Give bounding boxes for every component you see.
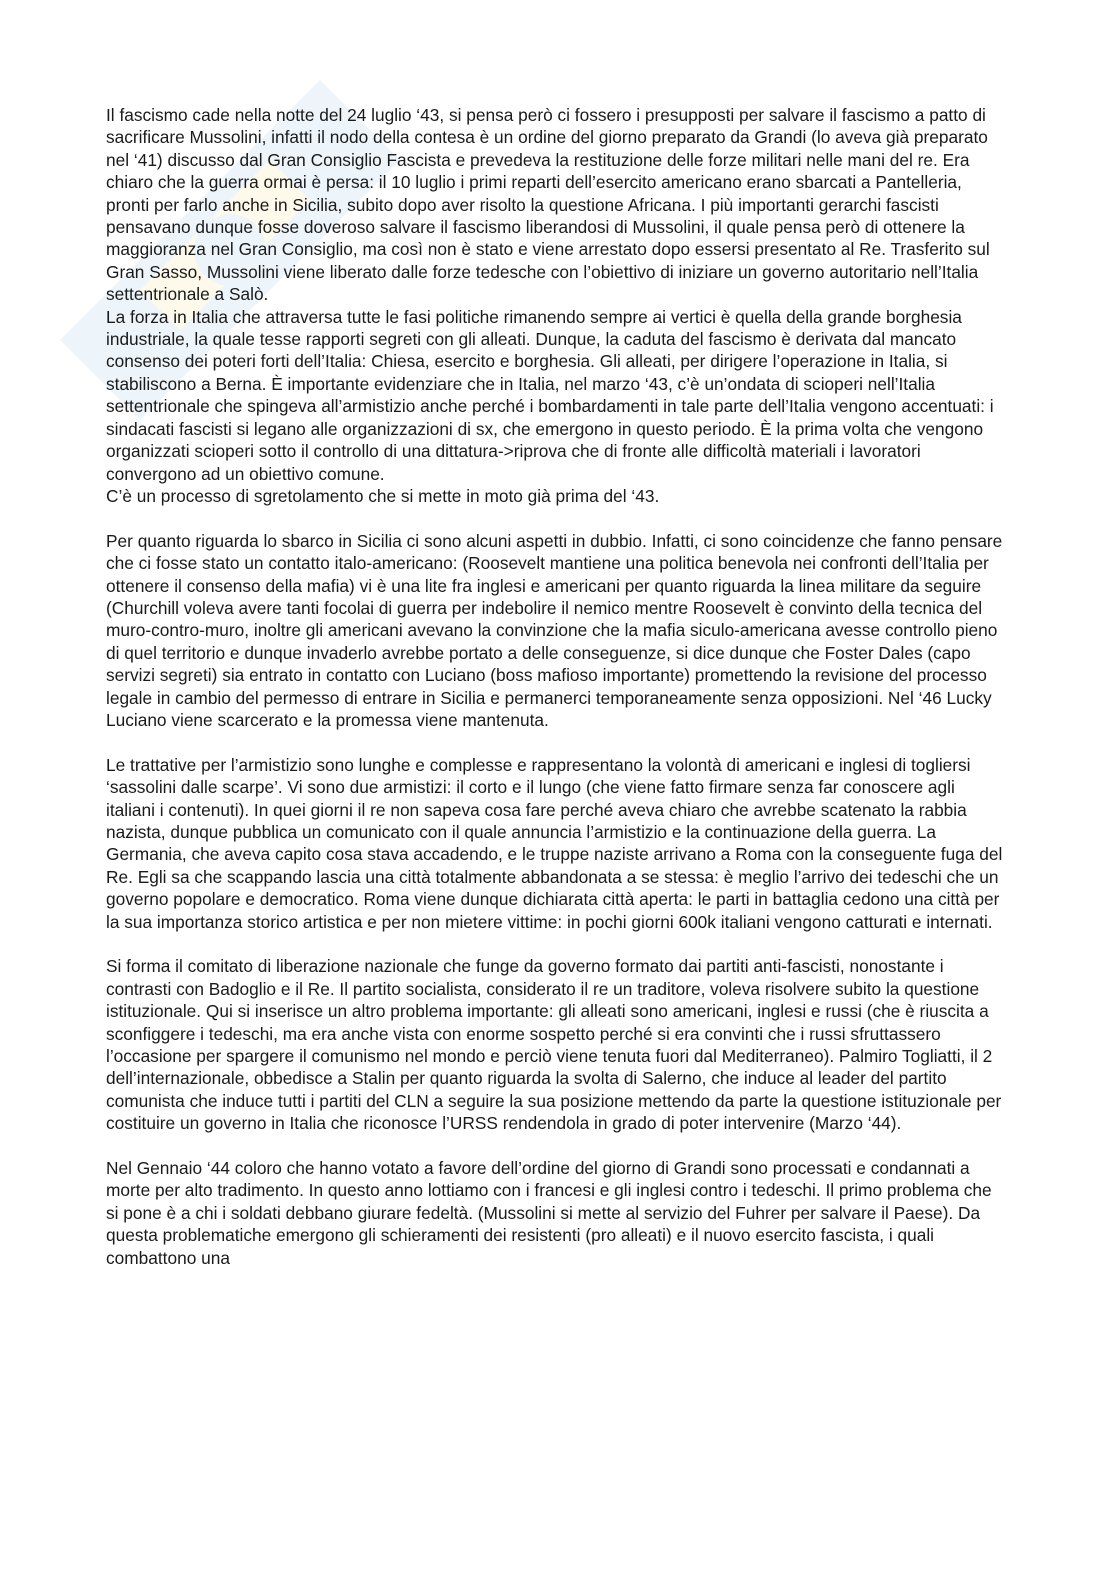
paragraph-1: Il fascismo cade nella notte del 24 luglio ‘43, si pensa però ci fossero i presupposti per salvare il fascismo a patto di sacrificare Mussolini, infatti il nodo della contesa è un ordine del giorno preparato da Grandi (lo aveva già preparato nel ‘41) discusso dal Gran Consiglio Fascista e prevedeva la restituzione delle forze militari nelle mani del re. Era chiaro che la guerra ormai è persa: il 10 luglio i primi reparti dell’esercito americano erano sbarcati a Pantelleria, pronti per farlo anche in Sicilia, subito dopo aver risolto la questione Africana. I più importanti gerarchi fascisti pensavano dunque fosse doveroso salvare il fascismo liberandosi di Mussolini, il quale pensa però di ottenere la maggioranza nel Gran Consiglio, ma così non è stato e viene arrestato dopo essersi presentato al Re. Trasferito sul Gran Sasso, Mussolini viene liberato dalle forze tedesche con l’obiettivo di iniziare un governo autoritario nell’Italia settentrionale a Salò.: [106, 105, 990, 305]
document-body: [106, 104, 1008, 1269]
paragraph-3: C’è un processo di sgretolamento che si mette in moto già prima del ‘43.: [106, 485, 660, 506]
paragraph-6: Si forma il comitato di liberazione nazionale che funge da governo formato dai partiti anti-fascisti, nonostante i contrasti con Badoglio e il Re. Il partito socialista, considerato il re un traditore, voleva risolvere subito la questione istituzionale. Qui si inserisce un altro problema importante: gli alleati sono americani, inglesi e russi (che è riuscita a sconfiggere i tedeschi, ma era anche vista con enorme sospetto perché si era convinti che i russi sfruttassero l’occasione per spargere il comunismo nel mondo e perciò viene tenuta fuori dal Mediterraneo). Palmiro Togliatti, il 2 dell’internazionale, obbedisce a Stalin per quanto riguarda la svolta di Salerno, che induce al leader del partito comunista che induce tutti i partiti del CLN a seguire la sua posizione mettendo da parte la questione istituzionale per costituire un governo in Italia che riconosce l’URSS rendendola in grado di poter intervenire (Marzo ‘44).: [106, 956, 1002, 1134]
paragraph-2: La forza in Italia che attraversa tutte le fasi politiche rimanendo sempre ai vertici è quella della grande borghesia industriale, la quale tesse rapporti segreti con gli alleati. Dunque, la caduta del fascismo è derivata dal mancato consenso dei poteri forti dell’Italia: Chiesa, esercito e borghesia. Gli alleati, per dirigere l’operazione in Italia, si stabiliscono a Berna. È importante evidenziare che in Italia, nel marzo ‘43, c’è un’ondata di scioperi nell’Italia settentrionale che spingeva all’armistizio anche perché i bombardamenti in tale parte dell’Italia vengono accentuati: i sindacati fascisti si legano alle organizzazioni di sx, che emergono in questo periodo. È la prima volta che vengono organizzati scioperi sotto il controllo di una dittatura->riprova che di fronte alle difficoltà materiali i lavoratori convergono ad un obiettivo comune.: [106, 306, 994, 484]
paragraph-5: Le trattative per l’armistizio sono lunghe e complesse e rappresentano la volontà di americani e inglesi di togliersi ‘sassolini dalle scarpe’. Vi sono due armistizi: il corto e il lungo (che viene fatto firmare senza far conoscere agli italiani i contenuti). In quei giorni il re non sapeva cosa fare perché aveva chiaro che avrebbe scatenato la rabbia nazista, dunque pubblica un comunicato con il quale annuncia l’armistizio e la continuazione della guerra. La Germania, che aveva capito cosa stava accadendo, e le truppe naziste arrivano a Roma con la conseguente fuga del Re. Egli sa che scappando lascia una città totalmente abbandonata a se stessa: è meglio l’arrivo dei tedeschi che un governo popolare e democratico. Roma viene dunque dichiarata città aperta: le parti in battaglia cedono una città per la sua importanza storico artistica e per non mietere vittime: in pochi giorni 600k italiani vengono catturati e internati.: [106, 754, 1003, 932]
paragraph-7: Nel Gennaio ‘44 coloro che hanno votato a favore dell’ordine del giorno di Grandi sono processati e condannati a morte per alto tradimento. In questo anno lottiamo con i francesi e gli inglesi contro i tedeschi. Il primo problema che si pone è a chi i soldati debbano giurare fedeltà. (Mussolini si mette al servizio del Fuhrer per salvare il Paese). Da questa problematiche emergono gli schieramenti dei resistenti (pro alleati) e il nuovo esercito fascista, i quali combattono una: [106, 1158, 992, 1268]
paragraph-4: Per quanto riguarda lo sbarco in Sicilia ci sono alcuni aspetti in dubbio. Infatti, ci sono coincidenze che fanno pensare che ci fosse stato un contatto italo-americano: (Roosevelt mantiene una politica benevola nei confronti dell’Italia per ottenere il consenso della mafia) vi è una lite fra inglesi e americani per quanto riguarda la linea militare da seguire (Churchill voleva avere tanti focolai di guerra per indebolire il nemico mentre Roosevelt è convinto della tecnica del muro-contro-muro, inoltre gli americani avevano la convinzione che la mafia siculo-americana avesse controllo pieno di quel territorio e dunque invaderlo avrebbe portato a delle conseguenze, si dice dunque che Foster Dales (capo servizi segreti) sia entrato in contatto con Luciano (boss mafioso importante) promettendo la revisione del processo legale in cambio del permesso di entrare in Sicilia e permanerci temporaneamente senza opposizioni. Nel ‘46 Lucky Luciano viene scarcerato e la promessa viene mantenuta.: [106, 530, 1003, 730]
